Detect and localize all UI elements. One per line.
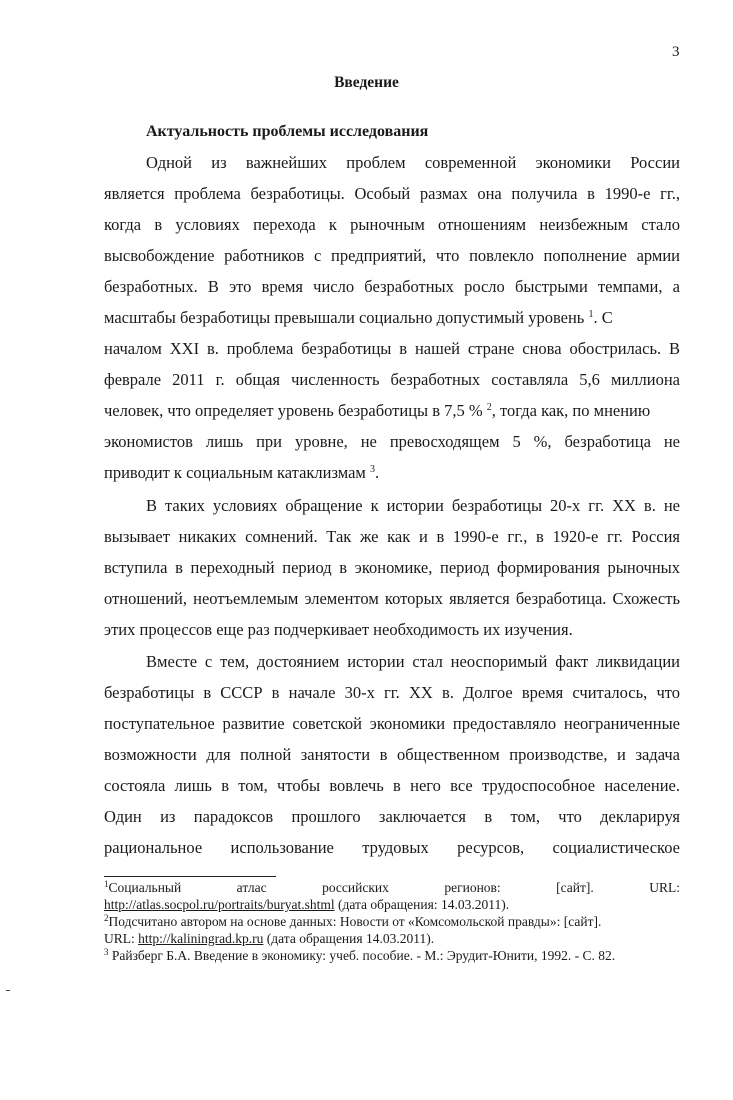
page-number: 3 [672,44,680,60]
body-line [104,308,680,328]
footnote-3 [104,948,680,964]
body-line: началом XXI в. проблема безработицы в нашей стране снова обострилась. В [104,339,680,358]
footnote-text: (дата обращения: 14.03.2011). [334,897,510,912]
body-line: высвобождение работников с предприятий, что повлекло пополнение армии [104,246,680,265]
body-line: вступила в переходный период в экономике, период формирования рыночных [104,558,680,577]
footnote-separator [104,876,276,877]
body-line: когда в условиях перехода к рыночным отношениям неизбежным стало [104,215,680,234]
footnote-1-cont [104,897,680,913]
footnote-2-cont [104,931,680,947]
body-line: безработицы в СССР в начале 30-х гг. XX в. Долгое время считалось, что [104,683,680,702]
body-line: Вместе с тем, достоянием истории стал неоспоримый факт ликвидации [146,652,680,671]
body-line: поступательное развитие советской экономики предоставляло неограниченные [104,714,680,733]
body-line: рациональное использование трудовых ресурсов, социалистическое [104,838,680,857]
body-line [104,401,680,421]
text-segment: приводит к социальным катаклизмам [104,463,366,482]
body-line: отношений, неотъемлемым элементом которых является безработица. Схожесть [104,589,680,608]
footnote-text: URL: [104,931,139,946]
section-title: Актуальность проблемы исследования [146,123,429,140]
footnote-number: 1 [104,879,109,889]
body-line: Один из парадоксов прошлого заключается в том, что декларируя [104,807,680,826]
text-segment: , тогда как, по мнению [491,401,651,420]
footnote-number: 3 [104,947,109,957]
body-line: возможности для полной занятости в общественном производстве, и задача [104,745,680,764]
footnote-2 [104,914,680,930]
body-line: феврале 2011 г. общая численность безработных составляла 5,6 миллиона [104,370,680,389]
footnote-link[interactable]: http://kaliningrad.kp.ru [138,931,264,946]
footnote-ref: 1 [588,309,594,320]
footnote-text: Райзберг Б.А. Введение в экономику: учеб. пособие. - М.: Эрудит-Юнити, 1992. - С. 82. [108,948,616,963]
body-line: экономистов лишь при уровне, не превосходящем 5 %, безработица не [104,432,680,451]
body-line: является проблема безработицы. Особый размах она получила в 1990-е гг., [104,184,680,203]
body-line: В таких условиях обращение к истории безработицы 20-х гг. XX в. не [146,496,680,515]
footnote-number: 2 [104,913,109,923]
body-line [104,463,680,483]
body-line: этих процессов еще раз подчеркивает необходимость их изучения. [104,620,573,639]
body-line: состояла лишь в том, чтобы вовлечь в него все трудоспособное население. [104,776,680,795]
body-line: безработных. В это время число безработных росло быстрыми темпами, а [104,277,680,296]
footnote-text: Социальный атлас российских регионов: [сайт]. URL: [108,880,680,895]
footnote-1 [104,880,680,896]
page-title: Введение [334,74,399,91]
text-segment: . [375,463,380,482]
scan-mark [6,990,10,991]
footnote-link[interactable]: http://atlas.socpol.ru/portraits/buryat.shtml [104,897,335,912]
text-segment: человек, что определяет уровень безработицы в 7,5 % [104,401,483,420]
footnote-text: (дата обращения 14.03.2011). [263,931,435,946]
text-segment: масштабы безработицы превышали социально допустимый уровень [104,308,585,327]
footnote-text: Подсчитано автором на основе данных: Новости от «Комсомольской правды»: [сайт]. [108,914,602,929]
body-line: Одной из важнейших проблем современной экономики России [146,153,680,172]
footnote-ref: 2 [486,402,492,413]
footnote-ref: 3 [370,464,375,475]
text-segment: . С [593,308,613,327]
body-line: вызывает никаких сомнений. Так же как и в 1990-е гг., в 1920-е гг. Россия [104,527,680,546]
